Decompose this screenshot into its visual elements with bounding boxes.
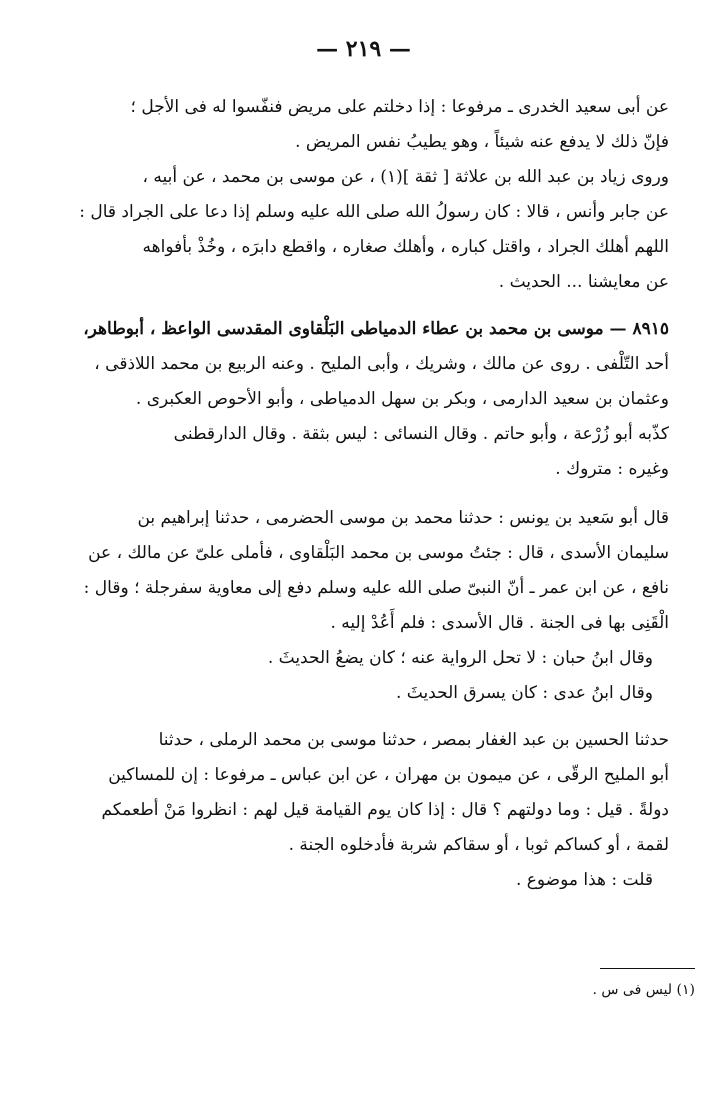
text-line: نافع ، عن ابن عمر ـ أنّ النبىّ صلى الله عليه وسلم دفع إلى معاوية سفرجلة ؛ وقال : xyxy=(83,578,669,598)
text-line: وقال ابنُ حبان : لا تحل الرواية عنه ؛ كان يضعُ الحديثَ . xyxy=(267,648,653,668)
text-line: سليمان الأسدى ، قال : جئتُ موسى بن محمد البَلْقاوى ، فأملى علىّ عن مالك ، عن xyxy=(88,543,669,563)
paragraph-1 xyxy=(58,90,669,160)
paragraph-4 xyxy=(58,417,669,487)
text-line: وغيره : متروك . xyxy=(555,459,669,479)
text-line: قلت : هذا موضوع . xyxy=(515,870,653,890)
text-line: حدثنا الحسين بن عبد الغفار بمصر ، حدثنا موسى بن محمد الرملى ، حدثنا xyxy=(158,730,669,750)
text-line: دولةً . قيل : وما دولتهم ؟ قال : إذا كان يوم القيامة قيل لهم : انظروا مَنْ أطعمكم xyxy=(101,800,669,820)
entry-8915 xyxy=(58,312,669,417)
text-line: عن معايشنا ... الحديث . xyxy=(498,272,669,292)
text-line: ٨٩١٥ — موسى بن محمد بن عطاء الدمياطى البَلْقاوى المقدسى الواعظ ، أبوطاهر، xyxy=(83,319,669,339)
footnote: (١) ليس فى س . xyxy=(592,982,695,998)
text-line: قال أبو سَعيد بن يونس : حدثنا محمد بن موسى الحضرمى ، حدثنا إبراهيم بن xyxy=(137,508,669,528)
paragraph-5 xyxy=(58,501,669,641)
paragraph-6 xyxy=(58,641,669,676)
text-line: عن أبى سعيد الخدرى ـ مرفوعا : إذا دخلتم على مريض فنفّسوا له فى الأجل ؛ xyxy=(130,97,669,117)
text-line: وروى زياد بن عبد الله بن علاثة [ ثقة ](١) ، عن موسى بن محمد ، عن أبيه ، xyxy=(142,167,669,187)
text-line: لقمة ، أو كساكم ثوبا ، أو سقاكم شربة فأدخلوه الجنة . xyxy=(288,835,669,855)
footnote-divider xyxy=(600,968,695,969)
paragraph-7 xyxy=(58,676,669,711)
text-line: فإنّ ذلك لا يدفع عنه شيئاً ، وهو يطيبُ نفس المريض . xyxy=(295,132,669,152)
text-line: أبو المليح الرقّى ، عن ميمون بن مهران ، عن ابن عباس ـ مرفوعا : إن للمساكين xyxy=(108,765,669,785)
main-text xyxy=(58,90,669,898)
paragraph-9 xyxy=(58,863,669,898)
text-line: عن جابر وأنس ، قالا : كان رسولُ الله صلى الله عليه وسلم إذا دعا على الجراد قال : xyxy=(79,202,669,222)
text-line: اللهم أهلك الجراد ، واقتل كباره ، وأهلك صغاره ، واقطع دابرَه ، وخُذْ بأفواهه xyxy=(142,237,669,257)
text-line: أحد التّلْفى . روى عن مالك ، وشريك ، وأبى المليح . وعنه الربيع بن محمد اللاذقى ، xyxy=(94,354,669,374)
text-line: الْقَنِى بها فى الجنة . قال الأسدى : فلم أَعُدْ إليه . xyxy=(330,613,669,633)
paragraph-8 xyxy=(58,723,669,863)
page-number: — ٢١٩ — xyxy=(316,36,411,62)
text-line: وعثمان بن سعيد الدارمى ، وبكر بن سهل الدمياطى ، وأبو الأحوص العكبرى . xyxy=(135,389,669,409)
text-line: وقال ابنُ عدى : كان يسرق الحديثَ . xyxy=(395,683,653,703)
text-line: كذّبه أبو زُرْعة ، وأبو حاتم . وقال النسائى : ليس بثقة . وقال الدارقطنى xyxy=(173,424,669,444)
paragraph-2 xyxy=(58,160,669,300)
